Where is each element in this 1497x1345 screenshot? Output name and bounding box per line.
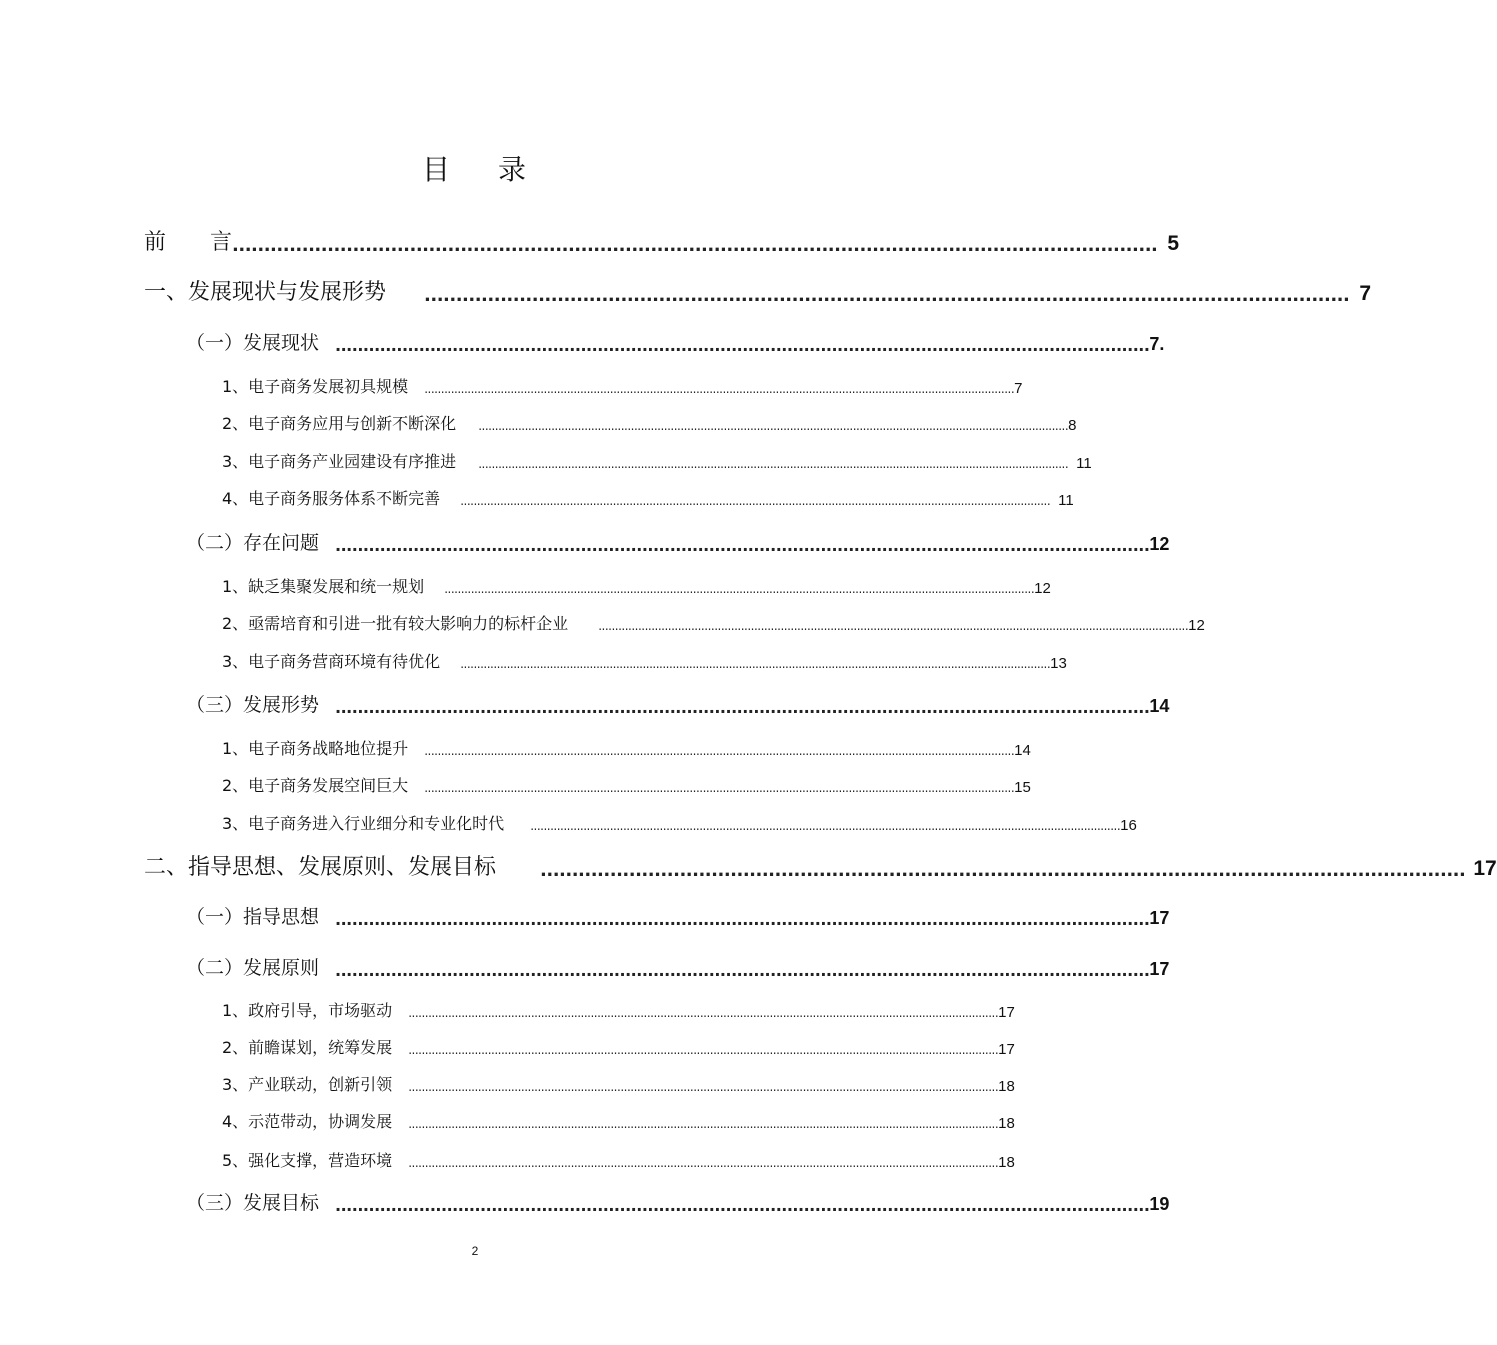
toc-leader: .................................................................................................................................................................................. [460,494,1051,508]
toc-label: 4、示范带动，协调发展 [222,1112,393,1131]
toc-label: 1、电子商务战略地位提升 [222,739,409,758]
toc-leader: .................................................................................................................................................................................. [408,1156,999,1170]
toc-page: 7 [1014,380,1023,397]
toc-leader: .................................................................................................................................................................................. [424,781,1015,795]
toc-page: 17 [1473,857,1497,880]
toc-entry-2-2-2[interactable] [222,1036,1015,1058]
toc-page: 15 [1014,779,1031,796]
toc-entry-1-2-1[interactable] [222,575,1051,597]
toc-leader: .................................................................................................................................................. [335,1196,1150,1215]
toc-label: 3、产业联动，创新引领 [222,1075,393,1094]
toc-label: （三）发展目标 [186,1192,320,1214]
toc-page: 13 [1050,655,1067,672]
toc-entry-section-1[interactable] [144,276,1372,306]
toc-label: 2、亟需培育和引进一批有较大影响力的标杆企业 [222,614,569,633]
toc-leader: .................................................................................................................................................. [335,336,1150,355]
toc-label: （二）存在问题 [186,532,320,554]
toc-entry-2-3[interactable] [186,1189,1170,1215]
toc-entry-2-1[interactable] [186,903,1170,929]
toc-entry-2-2-4[interactable] [222,1110,1015,1132]
toc-label: 1、缺乏集聚发展和统一规划 [222,577,425,596]
toc-page: 16 [1120,817,1137,834]
toc-label: 二、指导思想、发展原则、发展目标 [144,855,497,880]
toc-page: 14 [1149,696,1170,716]
toc-entry-2-2-5[interactable] [222,1149,1015,1171]
toc-page: 17 [1149,959,1170,979]
toc-page: 12 [1149,534,1170,554]
toc-leader: .................................................................................................................................................. [540,860,1466,881]
page-title [0,148,950,188]
toc-entry-preface[interactable] [144,226,1180,256]
toc-entry-1-1-1[interactable] [222,375,1023,397]
toc-entry-1-1-4[interactable] [222,487,1074,509]
toc-page: 7 [1359,282,1372,305]
toc-leader: .................................................................................................................................................................................. [478,457,1069,471]
toc-label: （一）指导思想 [186,906,320,928]
title-char-2: 录 [498,153,529,186]
toc-label: （三）发展形势 [186,694,320,716]
toc-leader: .................................................................................................................................................................................. [460,657,1051,671]
toc-leader: .................................................................................................................................................. [335,910,1150,929]
toc-page: 17 [998,1041,1015,1058]
toc-leader: .................................................................................................................................................................................. [408,1006,999,1020]
toc-leader: .................................................................................................................................................................................. [408,1117,999,1131]
toc-leader: .................................................................................................................................................................................. [444,582,1035,596]
toc-entry-2-2-1[interactable] [222,999,1015,1021]
toc-label: 一、发展现状与发展形势 [144,280,387,305]
toc-leader: .................................................................................................................................................. [424,285,1350,306]
toc-leader: .................................................................................................................................................. [232,235,1158,256]
toc-leader: .................................................................................................................................................................................. [408,1080,999,1094]
toc-page: 18 [998,1154,1015,1171]
toc-page: 12 [1188,617,1205,634]
toc-page: 17 [998,1004,1015,1021]
toc-label: （二）发展原则 [186,957,320,979]
title-char-1: 目 [421,153,452,186]
toc-entry-1-1[interactable] [186,329,1165,355]
toc-label: 2、前瞻谋划，统筹发展 [222,1038,393,1057]
toc-leader: .................................................................................................................................................. [335,536,1150,555]
toc-entry-2-2[interactable] [186,954,1170,980]
toc-page: 18 [998,1115,1015,1132]
toc-label: 前 言 [144,230,233,255]
toc-entry-1-3-3[interactable] [222,812,1137,834]
toc-entry-2-2-3[interactable] [222,1073,1015,1095]
toc-entry-1-3[interactable] [186,691,1170,717]
toc-label: 2、电子商务应用与创新不断深化 [222,414,457,433]
toc-label: 3、电子商务营商环境有待优化 [222,652,441,671]
toc-page: 11 [1076,455,1092,472]
toc-entry-1-1-3[interactable] [222,450,1092,472]
toc-leader: .................................................................................................................................................. [335,698,1150,717]
toc-label: 3、电子商务产业园建设有序推进 [222,452,457,471]
toc-entry-1-2-2[interactable] [222,612,1205,634]
toc-label: 5、强化支撑，营造环境 [222,1151,393,1170]
toc-page: 18 [998,1078,1015,1095]
toc-leader: .................................................................................................................................................................................. [408,1043,999,1057]
toc-page: 11 [1058,492,1074,509]
toc-page: 8 [1068,417,1077,434]
toc-entry-1-3-1[interactable] [222,737,1031,759]
toc-leader: .................................................................................................................................................................................. [530,819,1121,833]
toc-label: 3、电子商务进入行业细分和专业化时代 [222,814,505,833]
toc-leader: .................................................................................................................................................................................. [424,744,1015,758]
toc-leader: .................................................................................................................................................. [335,961,1150,980]
toc-page: 7. [1149,334,1165,354]
toc-leader: .................................................................................................................................................................................. [478,419,1069,433]
toc-label: 2、电子商务发展空间巨大 [222,776,409,795]
toc-entry-1-3-2[interactable] [222,774,1031,796]
toc-entry-1-2-3[interactable] [222,650,1067,672]
toc-page: 17 [1149,908,1170,928]
toc-leader: .................................................................................................................................................................................. [598,619,1189,633]
toc-entry-1-1-2[interactable] [222,412,1077,434]
toc-leader: .................................................................................................................................................................................. [424,382,1015,396]
toc-entry-1-2[interactable] [186,529,1170,555]
toc-page: 19 [1149,1194,1170,1214]
toc-label: 1、政府引导，市场驱动 [222,1001,393,1020]
page-number: 2 [471,1244,479,1258]
toc-entry-section-2[interactable] [144,851,1497,881]
toc-label: 4、电子商务服务体系不断完善 [222,489,441,508]
toc-label: （一）发展现状 [186,332,320,354]
toc-label: 1、电子商务发展初具规模 [222,377,409,396]
toc-page: 12 [1034,580,1051,597]
toc-page: 14 [1014,742,1031,759]
toc-page: 5 [1167,232,1180,255]
